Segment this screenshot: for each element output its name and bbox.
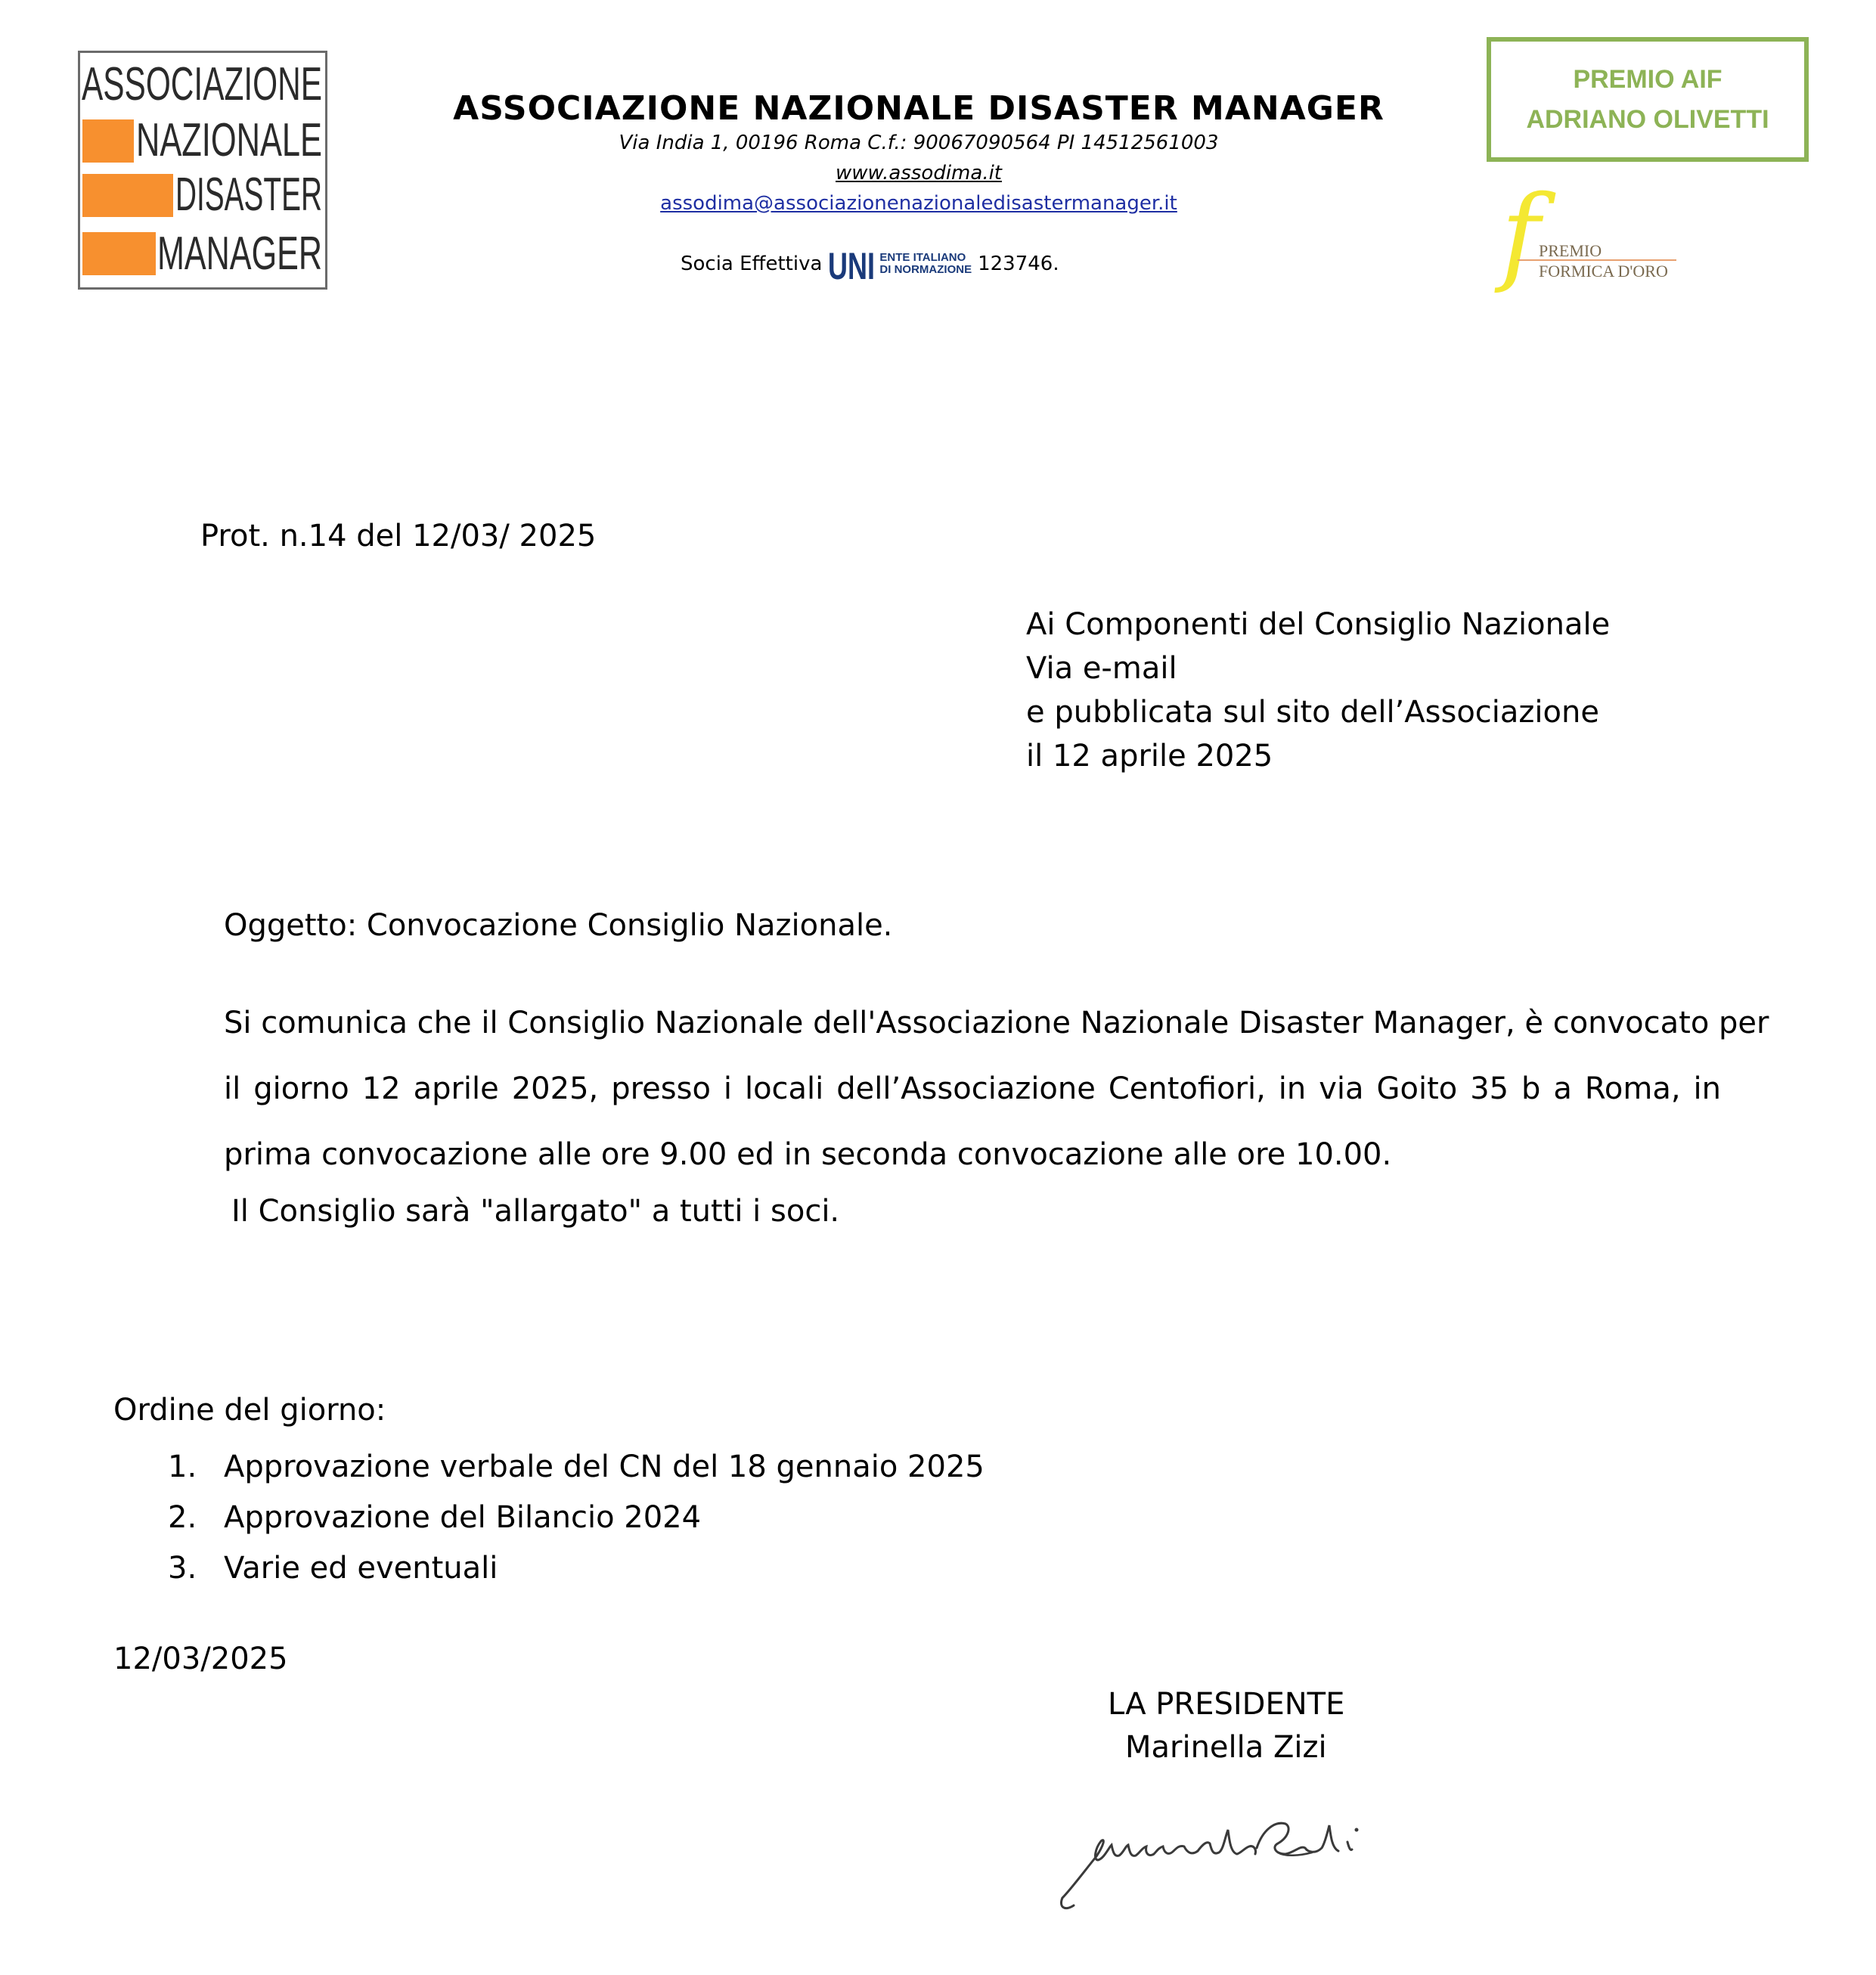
agenda-item bbox=[168, 1542, 985, 1593]
protocol-number: Prot. n.14 del 12/03/ 2025 bbox=[200, 519, 597, 553]
website-link[interactable]: www.assodima.it bbox=[836, 162, 1002, 184]
logo-orange-bar-2 bbox=[82, 174, 173, 217]
agenda-item-number: 3. bbox=[168, 1550, 197, 1586]
svg-text:UNI: UNI bbox=[828, 245, 876, 287]
recipient-line: il 12 aprile 2025 bbox=[1026, 739, 1273, 774]
agenda-list bbox=[168, 1441, 985, 1593]
premio-aif-line-2: ADRIANO OLIVETTI bbox=[1526, 104, 1769, 134]
logo-orange-bar-1 bbox=[82, 119, 134, 163]
body-paragraph bbox=[224, 991, 1769, 1188]
logo-text-line-2: NAZIONALE bbox=[136, 114, 322, 166]
signature-graphic bbox=[1051, 1784, 1406, 1921]
body-line: Si comunica che il Consiglio Nazionale dell'Associazione Nazionale Disaster Manager, è convocato per bbox=[224, 1006, 1769, 1040]
uni-logo bbox=[828, 243, 972, 285]
agenda-title: Ordine del giorno: bbox=[113, 1393, 386, 1428]
recipient-line: Ai Componenti del Consiglio Nazionale bbox=[1026, 607, 1611, 642]
recipient-line: Via e-mail bbox=[1026, 651, 1177, 686]
logo-text-line-1: ASSOCIAZIONE bbox=[82, 58, 322, 110]
agenda-item-number: 2. bbox=[168, 1499, 197, 1535]
logo-text-line-4: MANAGER bbox=[157, 228, 322, 280]
association-logo-graphic bbox=[80, 53, 325, 287]
handwritten-signature bbox=[1051, 1784, 1406, 1921]
signer-title: LA PRESIDENTE bbox=[1108, 1687, 1345, 1722]
email-link[interactable]: assodima@associazionenazionaledisastermanager.it bbox=[660, 192, 1177, 215]
agenda-item-text: Approvazione verbale del CN del 18 gennaio 2025 bbox=[224, 1449, 985, 1484]
premio-aif-badge bbox=[1487, 37, 1809, 162]
uni-line-2: DI NORMAZIONE bbox=[879, 263, 972, 276]
agenda-item bbox=[168, 1441, 985, 1492]
agenda-item-number: 1. bbox=[168, 1449, 197, 1484]
agenda-item bbox=[168, 1492, 985, 1542]
formica-line-1: PREMIO bbox=[1539, 241, 1602, 260]
formica-line-2: FORMICA D'ORO bbox=[1539, 262, 1668, 281]
agenda-item-text: Approvazione del Bilancio 2024 bbox=[224, 1499, 702, 1535]
agenda-item-text: Varie ed eventuali bbox=[224, 1550, 498, 1586]
subject-line: Oggetto: Convocazione Consiglio Nazionale. bbox=[224, 908, 893, 943]
recipients-block bbox=[1026, 603, 1610, 778]
formica-letter: f bbox=[1501, 173, 1540, 296]
premio-aif-line-1: PREMIO AIF bbox=[1573, 64, 1723, 94]
uni-line-1: ENTE ITALIANO bbox=[879, 251, 966, 264]
logo-orange-bar-3 bbox=[82, 232, 156, 275]
premio-formica-logo bbox=[1501, 173, 1698, 296]
socia-label: Socia Effettiva bbox=[681, 253, 823, 275]
organization-address: Via India 1, 00196 Roma C.f.: 90067090564 PI 14512561003 bbox=[619, 132, 1219, 154]
uni-logo-text bbox=[879, 252, 972, 276]
letter-date: 12/03/2025 bbox=[113, 1642, 288, 1676]
body-line: prima convocazione alle ore 9.00 ed in seconda convocazione alle ore 10.00. bbox=[224, 1137, 1392, 1172]
body-note: Il Consiglio sarà "allargato" a tutti i soci. bbox=[231, 1194, 840, 1229]
uni-membership bbox=[681, 237, 1164, 290]
premio-formica-graphic bbox=[1501, 173, 1698, 296]
socia-number: 123746. bbox=[978, 253, 1059, 275]
body-line: il giorno 12 aprile 2025, presso i locali dell’Associazione Centofiori, in via Goito 35 b a Roma, in bbox=[224, 1071, 1721, 1106]
signer-name: Marinella Zizi bbox=[1125, 1730, 1327, 1765]
organization-name: ASSOCIAZIONE NAZIONALE DISASTER MANAGER bbox=[453, 89, 1385, 128]
uni-logo-mark bbox=[828, 243, 875, 285]
association-logo bbox=[78, 51, 327, 290]
recipient-line: e pubblicata sul sito dell’Associazione bbox=[1026, 695, 1599, 730]
logo-text-line-3: DISASTER bbox=[175, 169, 322, 221]
